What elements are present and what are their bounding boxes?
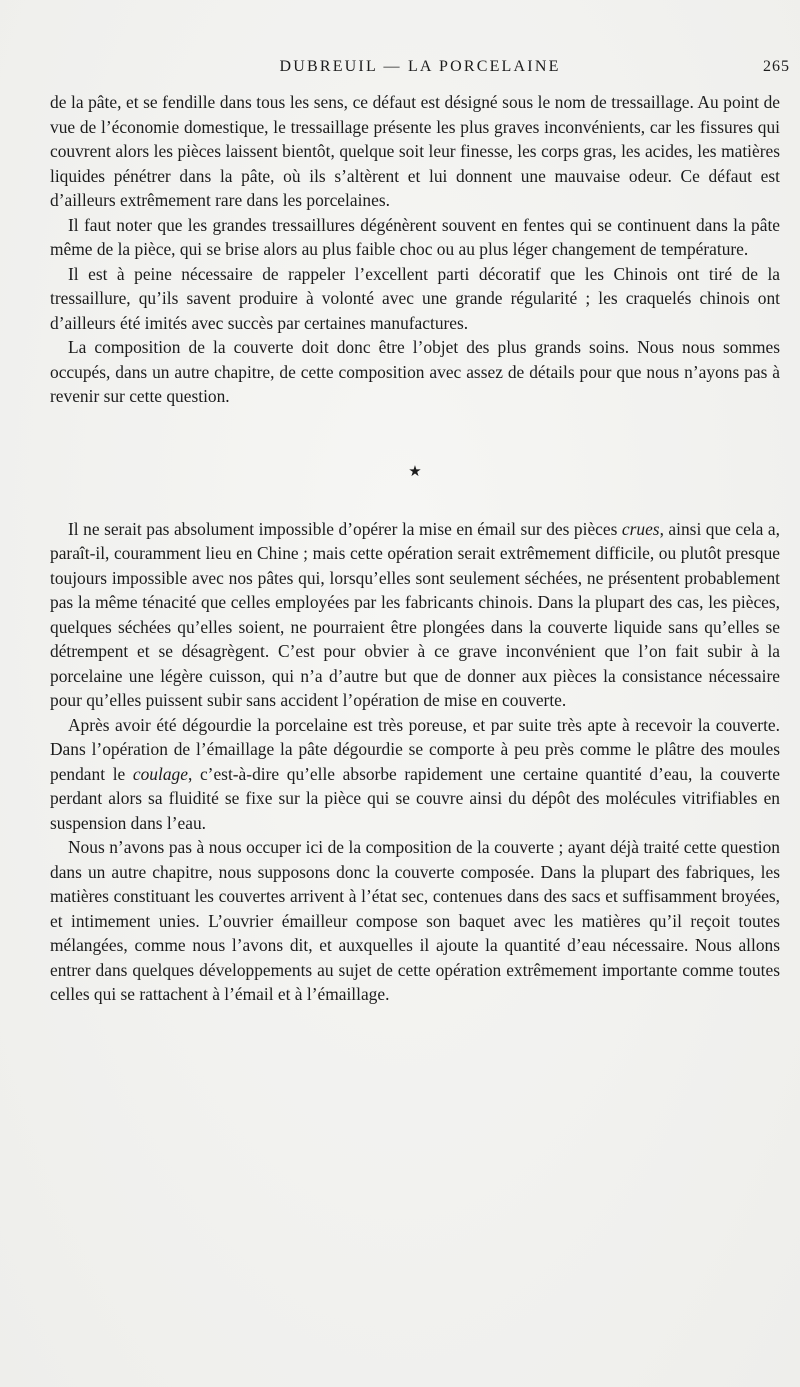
- section-separator: ★: [408, 463, 422, 480]
- paragraph: La composition de la couverte doit donc être l’objet des plus grands soins. Nous nous sommes occupés, dans un autre chapitre, de cette composition avec assez de détails pour que nous n’ayons pas à revenir sur cette question.: [50, 337, 780, 406]
- paragraph: Il est à peine nécessaire de rappeler l’excellent parti décoratif que les Chinois ont tiré de la tressaillure, qu’ils savent produire à volonté avec une grande régularité ; les craquelés chinois ont d’ailleurs été imités avec succès par certaines manufactures.: [50, 263, 780, 333]
- paragraph: [50, 835, 780, 1007]
- running-head: DUBREUIL — LA PORCELAINE: [279, 58, 561, 75]
- paragraph-text: , c’est-à-dire qu’elle absorbe rapidement une certaine quantité d’eau, la couverte perdant alors sa fluidité se fixe sur la pièce qui se couvre ainsi du dépôt des molécules vitrifiables en suspension dans l’eau.: [50, 763, 780, 833]
- paragraph-text: Il ne serait pas absolument impossible d’opérer la mise en émail sur des pièces: [68, 518, 622, 539]
- paragraph: Il faut noter que les grandes tressaillures dégénèrent souvent en fentes qui se continuent dans la pâte même de la pièce, qui se brise alors au plus faible choc ou au plus léger changement de température.: [50, 214, 780, 259]
- page-number: 265: [763, 58, 790, 75]
- page-header: [50, 58, 790, 82]
- emphasis-text: crues: [621, 518, 660, 539]
- paragraph: [50, 713, 780, 836]
- paragraph-text: Après avoir été dégourdie la porcelaine est très poreuse, et par suite très apte à recevoir la couverte. Dans l’opération de l’émaillage la pâte dégourdie se comporte à peu près comme le plâtre des moules pendant le: [50, 714, 780, 784]
- body-text: [50, 90, 780, 1007]
- paragraph: [50, 517, 780, 713]
- emphasis-text: coulage: [132, 763, 188, 784]
- paragraph: de la pâte, et se fendille dans tous les sens, ce défaut est désigné sous le nom de tressaillage. Au point de vue de l’économie domestique, le tressaillage présente les plus graves inconvénients, car les fissures qui couvrent alors les pièces laissent bientôt, quelque soit leur finesse, les corps gras, les acides, les matières liquides pénétrer dans la pâte, où ils s’altèrent et lui donnent une mauvaise odeur. Ce défaut est d’ailleurs extrêmement rare dans les porcelaines.: [50, 92, 780, 210]
- paragraph-text: Nous n’avons pas à nous occuper ici de la composition de la couverte ; ayant déjà traité cette question dans un autre chapitre, nous supposons donc la couverte composée. Dans la plupart des fabriques, les matières constituant les couvertes arrivent à l’état sec, contenues dans des sacs et suffisamment broyées, et intimement unies. L’ouvrier émailleur compose son baquet avec les matières qu’il reçoit toutes mélangées, comme nous l’avons dit, et auxquelles il ajoute la quantité d’eau nécessaire. Nous allons entrer dans quelques développements au sujet de cette opération extrêmement importante comme toutes celles qui se rattachent à l’émail et à l’émaillage.: [50, 837, 780, 1004]
- paragraph-text: , ainsi que cela a, paraît-il, couramment lieu en Chine ; mais cette opération serait extrêmement difficile, ou plutôt presque toujours impossible avec nos pâtes qui, lorsqu’elles sont seulement séchées, ne présentent probablement pas la même ténacité que celles employées par les fabricants chinois. Dans la plupart des cas, les pièces, quelques séchées qu’elles soient, ne pourraient être plongées dans la couverte liquide sans qu’elles se détrempent et se désagrègent. C’est pour obvier à ce grave inconvénient que l’on fait subir à la porcelaine une légère cuisson, qui n’a d’autre but que de donner aux pièces la consistance nécessaire pour qu’elles puissent subir sans accident l’opération de mise en couverte.: [50, 518, 780, 710]
